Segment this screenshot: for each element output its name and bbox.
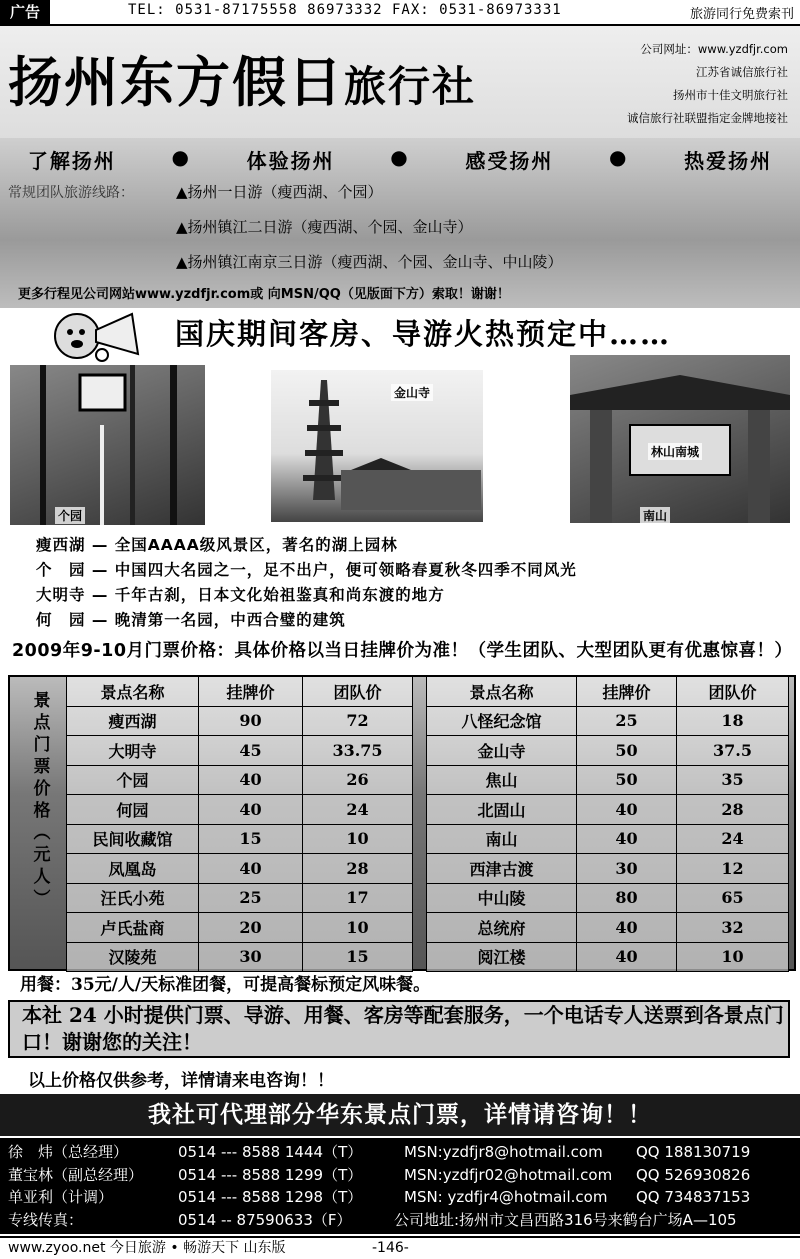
fax-row — [0, 1210, 800, 1230]
contact-row — [0, 1165, 800, 1185]
contact-row — [0, 1187, 800, 1207]
slogan: 了解扬州 — [27, 149, 116, 173]
spot-name: 瘦西湖 — [67, 706, 199, 736]
table-header-row — [427, 677, 789, 707]
header-info-line: 诚信旅行社联盟指定金牌地接社 — [627, 111, 788, 125]
header-cell: 挂牌价 — [577, 677, 677, 707]
jinshan-caption: 金山寺 — [391, 384, 433, 401]
group-price: 15 — [303, 942, 413, 972]
list-price: 30 — [577, 854, 677, 884]
ad-tag: 广告 — [0, 0, 50, 24]
contact-msn: MSN:yzdfjr02@hotmail.com — [404, 1166, 613, 1184]
header-cell: 景点名称 — [67, 677, 199, 707]
contact-phone: 0514 --- 8588 1444（T） — [178, 1143, 363, 1161]
spot-name: 北固山 — [427, 795, 577, 825]
price-table-right — [426, 676, 789, 972]
spot-name: 南山 — [427, 824, 577, 854]
list-price: 50 — [577, 736, 677, 766]
list-price: 45 — [199, 736, 303, 766]
group-price: 18 — [677, 706, 789, 736]
list-price: 80 — [577, 883, 677, 913]
side-char: 格 — [33, 801, 51, 821]
city-gate-image — [570, 355, 790, 523]
scenic-description: 何 园 — 晚清第一名园，中西合璧的建筑 — [36, 611, 346, 629]
list-price: 40 — [577, 795, 677, 825]
header-cell: 团队价 — [303, 677, 413, 707]
group-price: 10 — [303, 824, 413, 854]
services-box: 本社 24 小时提供门票、导游、用餐、客房等配套服务，一个电话专人送票到各景点门口！谢谢您的关注！ — [8, 1000, 790, 1058]
company-address: 公司地址:扬州市文昌西路316号来鹤台广场A—105 — [394, 1211, 737, 1229]
table-row — [427, 795, 789, 825]
header-info-line: 扬州市十佳文明旅行社 — [673, 88, 788, 102]
group-price: 72 — [303, 706, 413, 736]
group-price: 28 — [677, 795, 789, 825]
header-info-line: 江苏省诚信旅行社 — [696, 65, 788, 79]
spot-name: 汪氏小苑 — [67, 883, 199, 913]
scenic-description: 瘦西湖 — 全国AAAA级风景区，著名的湖上园林 — [36, 536, 398, 554]
list-price: 50 — [577, 765, 677, 795]
group-price: 24 — [303, 795, 413, 825]
table-row — [427, 942, 789, 972]
spot-name: 中山陵 — [427, 883, 577, 913]
pagoda-image — [271, 370, 483, 522]
table-row — [427, 854, 789, 884]
slogan: 感受扬州 — [465, 149, 554, 173]
company-name — [8, 40, 476, 117]
contact-qq: QQ 188130719 — [636, 1143, 751, 1161]
spot-name: 凤凰岛 — [67, 854, 199, 884]
table-row — [67, 795, 413, 825]
jinshan-photo — [271, 370, 483, 522]
list-price: 25 — [577, 706, 677, 736]
table-row — [67, 942, 413, 972]
bullet: ● — [609, 145, 629, 169]
table-row — [67, 765, 413, 795]
bullet: ● — [171, 145, 191, 169]
table-row — [427, 765, 789, 795]
table-row — [67, 883, 413, 913]
group-price: 17 — [303, 883, 413, 913]
list-price: 30 — [199, 942, 303, 972]
list-price: 20 — [199, 913, 303, 943]
spot-name: 西津古渡 — [427, 854, 577, 884]
top-right-text: 旅游同行免费索刊 — [689, 7, 794, 22]
meals-note: 用餐：35元/人/天标准团餐，可提高餐标预定风味餐。 — [20, 975, 431, 995]
fax-label: 专线传真： — [8, 1211, 84, 1229]
contact-name: 徐 炜（总经理） — [8, 1143, 129, 1161]
footer-site: www.zyoo.net 今日旅游 • 畅游天下 山东版 — [8, 1240, 286, 1256]
scenic-description: 大明寺 — 千年古刹，日本文化始祖鉴真和尚东渡的地方 — [36, 586, 445, 604]
group-price: 37.5 — [677, 736, 789, 766]
gate-plaque-text: 林山南城 — [648, 443, 702, 460]
price-table-left — [66, 676, 413, 972]
side-char: 元 — [33, 845, 51, 865]
megaphone-icon — [52, 308, 142, 363]
route-item: ▲扬州镇江二日游（瘦西湖、个园、金山寺） — [176, 218, 473, 236]
more-itinerary-note: 更多行程见公司网站www.yzdfjr.com或 向MSN/QQ（见版面下方）索取！谢谢！ — [18, 287, 510, 302]
company-website: 公司网址：www.yzdfjr.com — [640, 42, 788, 56]
spot-name: 何园 — [67, 795, 199, 825]
company-name-main: 扬州东方假日 — [8, 50, 344, 114]
contact-qq: QQ 526930826 — [636, 1166, 751, 1184]
group-price: 12 — [677, 854, 789, 884]
spot-name: 八怪纪念馆 — [427, 706, 577, 736]
group-price: 24 — [677, 824, 789, 854]
national-day-banner: 国庆期间客房、导游火热预定中…… — [175, 317, 672, 351]
contact-phone: 0514 --- 8588 1299（T） — [178, 1166, 363, 1184]
side-char: 价 — [33, 779, 51, 799]
list-price: 40 — [577, 824, 677, 854]
list-price: 40 — [577, 913, 677, 943]
contacts-block — [0, 1138, 800, 1234]
table-header-row — [67, 677, 413, 707]
table-row — [67, 854, 413, 884]
contact-name: 董宝林（副总经理） — [8, 1166, 144, 1184]
slogan: 体验扬州 — [246, 149, 335, 173]
header-cell: 团队价 — [677, 677, 789, 707]
geyuan-caption: 个园 — [55, 507, 85, 524]
header-cell: 挂牌价 — [199, 677, 303, 707]
geyuan-photo — [10, 365, 205, 525]
company-name-suffix: 旅行社 — [344, 62, 477, 111]
contact-row — [0, 1142, 800, 1162]
contact-msn: MSN:yzdfjr8@hotmail.com — [404, 1143, 603, 1161]
side-char: 门 — [33, 735, 51, 755]
table-row — [427, 883, 789, 913]
price-heading: 2009年9-10月门票价格：具体价格以当日挂牌价为准！（学生团队、大型团队更有优惠惊喜！） — [12, 641, 793, 661]
price-side-label — [30, 690, 54, 910]
page-footer — [0, 1236, 800, 1259]
fax-number: 0514 -- 87590633（F） — [178, 1211, 352, 1229]
table-row — [427, 913, 789, 943]
list-price: 15 — [199, 824, 303, 854]
list-price: 25 — [199, 883, 303, 913]
spot-name: 焦山 — [427, 765, 577, 795]
spot-name: 卢氏盐商 — [67, 913, 199, 943]
list-price: 40 — [199, 854, 303, 884]
table-row — [427, 706, 789, 736]
spot-name: 大明寺 — [67, 736, 199, 766]
group-price: 65 — [677, 883, 789, 913]
bamboo-garden-image — [10, 365, 205, 525]
reference-note: 以上价格仅供参考，详情请来电咨询！！ — [28, 1071, 334, 1091]
top-contact-line: TEL: 0531-87175558 86973332 FAX: 0531-86973331 — [128, 2, 562, 18]
spot-name: 阅江楼 — [427, 942, 577, 972]
side-char: 票 — [33, 757, 51, 777]
header-info — [627, 38, 788, 130]
slogan: 热爱扬州 — [684, 149, 773, 173]
slogan-row — [0, 145, 800, 174]
side-char: 景 — [33, 691, 51, 711]
list-price: 90 — [199, 706, 303, 736]
table-row — [67, 913, 413, 943]
scenic-description: 个 园 — 中国四大名园之一，足不出户，便可领略春夏秋冬四季不同风光 — [36, 561, 577, 579]
side-char: ︶ — [33, 889, 51, 909]
side-char: 点 — [33, 713, 51, 733]
list-price: 40 — [577, 942, 677, 972]
spot-name: 金山寺 — [427, 736, 577, 766]
contact-msn: MSN: yzdfjr4@hotmail.com — [404, 1188, 608, 1206]
routes-label: 常规团队旅游线路： — [8, 185, 134, 201]
contact-name: 单亚利（计调） — [8, 1188, 114, 1206]
group-price: 33.75 — [303, 736, 413, 766]
ticket-agent-banner: 我社可代理部分华东景点门票，详情请咨询！！ — [0, 1094, 800, 1136]
table-row — [427, 736, 789, 766]
page-number: -146- — [372, 1240, 409, 1256]
spot-name: 个园 — [67, 765, 199, 795]
group-price: 35 — [677, 765, 789, 795]
spot-name: 汉陵苑 — [67, 942, 199, 972]
group-price: 10 — [303, 913, 413, 943]
bullet: ● — [390, 145, 410, 169]
side-char: ︵ — [33, 823, 51, 843]
route-item: ▲扬州镇江南京三日游（瘦西湖、个园、金山寺、中山陵） — [176, 253, 563, 271]
table-row — [67, 736, 413, 766]
spot-name: 民间收藏馆 — [67, 824, 199, 854]
list-price: 40 — [199, 765, 303, 795]
list-price: 40 — [199, 795, 303, 825]
group-price: 32 — [677, 913, 789, 943]
nanshan-photo — [570, 355, 790, 523]
table-row — [67, 706, 413, 736]
group-price: 10 — [677, 942, 789, 972]
contact-phone: 0514 --- 8588 1298（T） — [178, 1188, 363, 1206]
table-row — [427, 824, 789, 854]
nanshan-caption: 南山 — [640, 507, 670, 523]
contact-qq: QQ 734837153 — [636, 1188, 751, 1206]
header-cell: 景点名称 — [427, 677, 577, 707]
group-price: 28 — [303, 854, 413, 884]
group-price: 26 — [303, 765, 413, 795]
spot-name: 总统府 — [427, 913, 577, 943]
route-item: ▲扬州一日游（瘦西湖、个园） — [176, 183, 383, 201]
side-char: 人 — [33, 867, 51, 887]
table-row — [67, 824, 413, 854]
